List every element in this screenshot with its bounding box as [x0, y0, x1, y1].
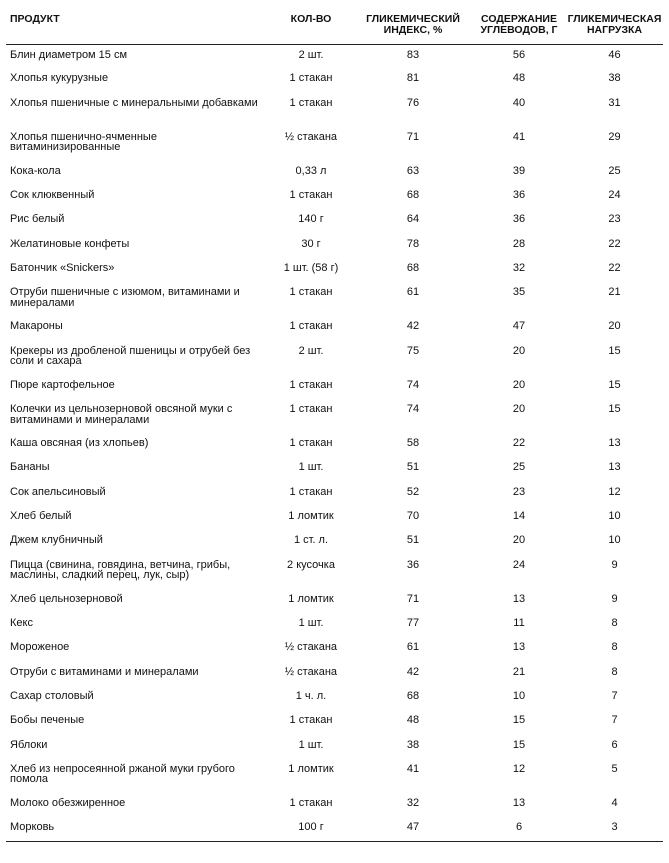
cell-carbs: 28	[512, 237, 526, 250]
cell-gl: 6	[611, 738, 618, 751]
cell-product: Сахар столовый	[10, 689, 94, 702]
cell-quantity: 1 шт. (58 г)	[283, 261, 339, 274]
cell-quantity: 1 стакан	[289, 72, 333, 85]
table-row	[6, 209, 663, 233]
cell-gi: 76	[406, 96, 420, 109]
cell-gi: 68	[406, 189, 420, 202]
cell-carbs: 35	[512, 286, 526, 299]
cell-product: Отруби пшеничные с изюмом, витаминами и минералами	[10, 286, 240, 309]
table-row	[6, 710, 663, 734]
table-row	[6, 341, 663, 375]
cell-product: Отруби с витаминами и минералами	[10, 665, 199, 678]
cell-carbs: 40	[512, 96, 526, 109]
table-header	[6, 4, 663, 44]
cell-carbs: 56	[512, 48, 526, 61]
cell-quantity: 2 кусочка	[287, 558, 335, 571]
cell-quantity: 1 шт.	[298, 617, 324, 630]
cell-carbs: 6	[472, 817, 566, 841]
cell-gi: 36	[406, 558, 420, 571]
table-row	[6, 589, 663, 613]
table-row	[6, 258, 663, 282]
cell-gl: 13	[608, 461, 621, 474]
cell-carbs: 20	[512, 403, 526, 416]
cell-gl: 29	[608, 130, 621, 143]
cell-product: Пицца (свинина, говядина, ветчина, грибы, маслины, сладкий перец, лук, сыр)	[10, 558, 231, 582]
cell-carbs: 36	[512, 189, 526, 202]
cell-gi: 78	[406, 237, 420, 250]
cell-product: Хлопья пшеничные с минеральными добавками	[10, 96, 258, 109]
cell-product: Рис белый	[10, 213, 65, 226]
cell-quantity: 140 г	[298, 213, 324, 226]
cell-gl: 7	[611, 714, 618, 727]
cell-product: Сок клюквенный	[10, 189, 95, 202]
cell-product: Сок апельсиновый	[10, 485, 106, 498]
cell-quantity: 1 стакан	[289, 796, 333, 809]
cell-gl: 8	[611, 641, 618, 654]
cell-gl: 15	[608, 344, 621, 357]
cell-carbs: 14	[512, 510, 526, 523]
cell-carbs: 24	[512, 558, 526, 571]
cell-gl: 7	[611, 689, 618, 702]
table-row	[6, 457, 663, 481]
header-gi: ГЛИКЕМИЧЕСКИЙ ИНДЕКС, %	[354, 4, 472, 44]
cell-carbs: 41	[512, 130, 526, 143]
cell-carbs: 15	[512, 714, 526, 727]
cell-carbs: 10	[512, 689, 526, 702]
table-row	[6, 375, 663, 399]
header-quantity: КОЛ-ВО	[268, 4, 354, 44]
cell-product: Хлеб из непросеянной ржаной муки грубого помола	[10, 762, 235, 786]
cell-quantity: 1 шт.	[298, 461, 324, 474]
cell-product: Колечки из цельнозерновой овсяной муки с витаминами и минералами	[10, 403, 233, 426]
cell-quantity: 2 шт.	[298, 344, 324, 357]
cell-carbs: 11	[513, 617, 525, 630]
cell-gl: 10	[608, 510, 621, 523]
cell-quantity: 1 стакан	[289, 189, 333, 202]
cell-gi: 74	[406, 378, 420, 391]
cell-quantity: 1 ломтик	[288, 510, 334, 523]
cell-gi: 42	[406, 320, 420, 333]
cell-product: Кекс	[10, 617, 33, 630]
cell-carbs: 15	[512, 738, 526, 751]
cell-gi: 77	[406, 617, 420, 630]
cell-quantity: 1 стакан	[289, 714, 333, 727]
cell-quantity: 1 стакан	[289, 378, 333, 391]
cell-product: Джем клубничный	[10, 534, 103, 547]
cell-gi: 71	[406, 592, 420, 605]
cell-quantity: 0,33 л	[295, 164, 327, 177]
table-row	[6, 686, 663, 710]
cell-carbs: 20	[512, 378, 526, 391]
header-row	[6, 4, 663, 44]
cell-quantity: 30 г	[301, 237, 321, 250]
cell-product: Морковь	[6, 817, 268, 841]
table-row	[6, 817, 663, 841]
table-row	[6, 530, 663, 554]
cell-carbs: 20	[512, 534, 526, 547]
cell-gi: 32	[406, 796, 420, 809]
table-row	[6, 93, 663, 127]
cell-gi: 68	[406, 261, 420, 274]
cell-carbs: 13	[512, 641, 526, 654]
cell-quantity: 1 стакан	[289, 437, 333, 450]
cell-quantity: 1 ч. л.	[295, 689, 327, 702]
cell-product: Хлеб цельнозерновой	[10, 592, 123, 605]
cell-gl: 12	[608, 485, 621, 498]
table-row	[6, 506, 663, 530]
cell-gl: 25	[608, 164, 621, 177]
table-row	[6, 282, 663, 316]
cell-gi: 71	[406, 130, 420, 143]
table-row	[6, 735, 663, 759]
cell-carbs: 47	[512, 320, 526, 333]
cell-gi: 47	[354, 817, 472, 841]
table-row	[6, 316, 663, 340]
cell-gl: 9	[611, 592, 618, 605]
cell-carbs: 25	[512, 461, 526, 474]
cell-gi: 48	[406, 714, 420, 727]
header-product: ПРОДУКТ	[6, 4, 268, 44]
cell-gi: 61	[406, 286, 420, 299]
cell-gl: 5	[611, 762, 618, 775]
cell-gi: 74	[406, 403, 420, 416]
cell-quantity: ½ стакана	[284, 641, 338, 654]
cell-gl: 13	[608, 437, 621, 450]
table-row	[6, 185, 663, 209]
cell-quantity: 1 стакан	[289, 485, 333, 498]
cell-gl: 21	[608, 286, 621, 299]
cell-gi: 81	[406, 72, 420, 85]
cell-gl: 9	[611, 558, 618, 571]
cell-gl: 24	[608, 189, 621, 202]
table-row	[6, 759, 663, 793]
table-row	[6, 127, 663, 161]
cell-quantity: ½ стакана	[284, 665, 338, 678]
glycemic-table	[6, 4, 663, 842]
table-row	[6, 399, 663, 433]
table-row	[6, 613, 663, 637]
cell-gi: 41	[406, 762, 420, 775]
cell-gi: 52	[406, 485, 420, 498]
cell-gi: 75	[406, 344, 420, 357]
cell-gi: 68	[406, 689, 420, 702]
cell-gl: 15	[608, 378, 621, 391]
table-row	[6, 662, 663, 686]
cell-quantity: 1 ломтик	[288, 762, 334, 775]
cell-product: Каша овсяная (из хлопьев)	[10, 437, 149, 450]
cell-gl: 3	[566, 817, 663, 841]
cell-gi: 64	[406, 213, 420, 226]
cell-product: Хлопья пшенично-ячменные витаминизированные	[10, 130, 157, 154]
cell-quantity: 1 ломтик	[288, 592, 334, 605]
cell-carbs: 20	[512, 344, 526, 357]
cell-quantity: 1 стакан	[289, 96, 333, 109]
cell-gl: 46	[608, 48, 621, 61]
table-row	[6, 482, 663, 506]
cell-gl: 8	[611, 665, 618, 678]
cell-carbs: 36	[512, 213, 526, 226]
cell-product: Макароны	[10, 320, 63, 333]
cell-product: Яблоки	[10, 738, 48, 751]
cell-quantity: 100 г	[268, 817, 354, 841]
header-gl: ГЛИКЕМИЧЕСКАЯ НАГРУЗКА	[566, 4, 663, 44]
table-row	[6, 234, 663, 258]
table-row	[6, 793, 663, 817]
cell-carbs: 39	[512, 164, 526, 177]
cell-gi: 51	[406, 461, 420, 474]
table-row	[6, 44, 663, 68]
cell-gl: 20	[608, 320, 621, 333]
cell-gi: 63	[406, 164, 420, 177]
cell-product: Бананы	[10, 461, 50, 474]
cell-gi: 61	[406, 641, 420, 654]
cell-gi: 70	[406, 510, 420, 523]
cell-product: Пюре картофельное	[10, 378, 115, 391]
table-row	[6, 161, 663, 185]
cell-product: Мороженое	[10, 641, 70, 654]
cell-product: Блин диаметром 15 см	[10, 48, 128, 61]
cell-carbs: 13	[512, 592, 526, 605]
cell-gl: 15	[608, 403, 621, 416]
cell-gi: 38	[406, 738, 420, 751]
cell-gl: 23	[608, 213, 621, 226]
cell-quantity: 1 стакан	[289, 403, 333, 416]
cell-quantity: ½ стакана	[284, 130, 338, 143]
header-carbs: СОДЕРЖАНИЕ УГЛЕВОДОВ, Г	[472, 4, 566, 44]
cell-quantity: 1 стакан	[289, 320, 333, 333]
cell-product: Кока-кола	[10, 164, 61, 177]
cell-quantity: 1 ст. л.	[293, 534, 329, 547]
table-row	[6, 555, 663, 589]
cell-product: Батончик «Snickers»	[10, 261, 115, 274]
cell-product: Желатиновые конфеты	[10, 237, 130, 250]
cell-gl: 22	[608, 237, 621, 250]
cell-carbs: 48	[512, 72, 526, 85]
cell-carbs: 32	[512, 261, 526, 274]
cell-quantity: 1 шт.	[298, 738, 324, 751]
cell-carbs: 21	[512, 665, 526, 678]
cell-gl: 8	[611, 617, 618, 630]
table-row	[6, 433, 663, 457]
table-row	[6, 68, 663, 92]
cell-carbs: 12	[512, 762, 526, 775]
cell-gi: 42	[406, 665, 420, 678]
table-body	[6, 44, 663, 841]
cell-gi: 58	[406, 437, 420, 450]
cell-quantity: 2 шт.	[298, 48, 324, 61]
cell-carbs: 22	[512, 437, 526, 450]
table-row	[6, 637, 663, 661]
cell-gl: 22	[608, 261, 621, 274]
cell-gl: 31	[608, 96, 621, 109]
cell-gi: 83	[406, 48, 420, 61]
cell-gi: 51	[406, 534, 420, 547]
cell-carbs: 23	[512, 485, 526, 498]
cell-gl: 38	[608, 72, 621, 85]
cell-product: Крекеры из дробленой пшеницы и отрубей без соли и сахара	[10, 344, 251, 368]
cell-carbs: 13	[512, 796, 526, 809]
cell-product: Бобы печеные	[10, 714, 85, 727]
cell-product: Молоко обезжиренное	[10, 796, 126, 809]
cell-gl: 10	[608, 534, 621, 547]
cell-product: Хлеб белый	[10, 510, 72, 523]
cell-gl: 4	[611, 796, 618, 809]
cell-quantity: 1 стакан	[289, 286, 333, 299]
cell-product: Хлопья кукурузные	[10, 72, 109, 85]
